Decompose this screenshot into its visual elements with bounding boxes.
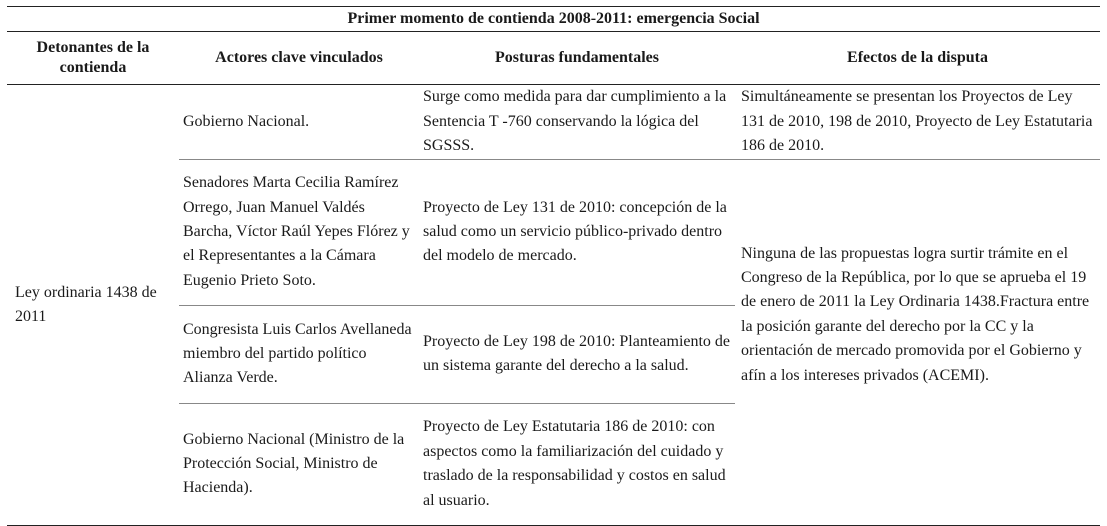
- header-detonantes: Detonantes de la contienda: [7, 32, 179, 85]
- actor-cell: Gobierno Nacional (Ministro de la Protección Social, Ministro de Hacienda).: [179, 403, 419, 525]
- postura-cell: Surge como medida para dar cumplimiento a la Sentencia T -760 conservando la lógica del SGSSS.: [419, 85, 735, 159]
- detonante-cell: Ley ordinaria 1438 de 2011: [7, 85, 179, 525]
- table-title: Primer momento de contienda 2008-2011: emergencia Social: [7, 7, 1100, 32]
- actor-cell: Senadores Marta Cecilia Ramírez Orrego, Juan Manuel Valdés Barcha, Víctor Raúl Yepes Flórez y el Representantes a la Cámara Eugenio Prieto Soto.: [179, 159, 419, 305]
- table-title-row: [7, 7, 1100, 32]
- postura-cell: Proyecto de Ley 198 de 2010: Planteamiento de un sistema garante del derecho a la salud.: [419, 305, 735, 403]
- actor-cell: Gobierno Nacional.: [179, 85, 419, 159]
- postura-cell: Proyecto de Ley 131 de 2010: concepción de la salud como un servicio público-privado dentro del modelo de mercado.: [419, 159, 735, 305]
- table-row: [7, 85, 1100, 159]
- table-header-row: [7, 32, 1100, 85]
- contention-table: [7, 6, 1100, 526]
- header-posturas: Posturas fundamentales: [419, 32, 735, 85]
- header-actores: Actores clave vinculados: [179, 32, 419, 85]
- efecto-cell: Simultáneamente se presentan los Proyectos de Ley 131 de 2010, 198 de 2010, Proyecto de Ley Estatutaria 186 de 2010.: [735, 85, 1100, 159]
- actor-cell: Congresista Luis Carlos Avellaneda miembro del partido político Alianza Verde.: [179, 305, 419, 403]
- efecto-comun-cell: Ninguna de las propuestas logra surtir trámite en el Congreso de la República, por lo que se aprueba el 19 de enero de 2011 la Ley Ordinaria 1438.Fractura entre la posición garante del derecho por la CC y la orientación de mercado promovida por el Gobierno y afín a los intereses privados (ACEMI).: [735, 159, 1100, 525]
- postura-cell: Proyecto de Ley Estatutaria 186 de 2010: con aspectos como la familiarización del cuidado y traslado de la responsabilidad y costos en salud al usuario.: [419, 403, 735, 525]
- header-efectos: Efectos de la disputa: [735, 32, 1100, 85]
